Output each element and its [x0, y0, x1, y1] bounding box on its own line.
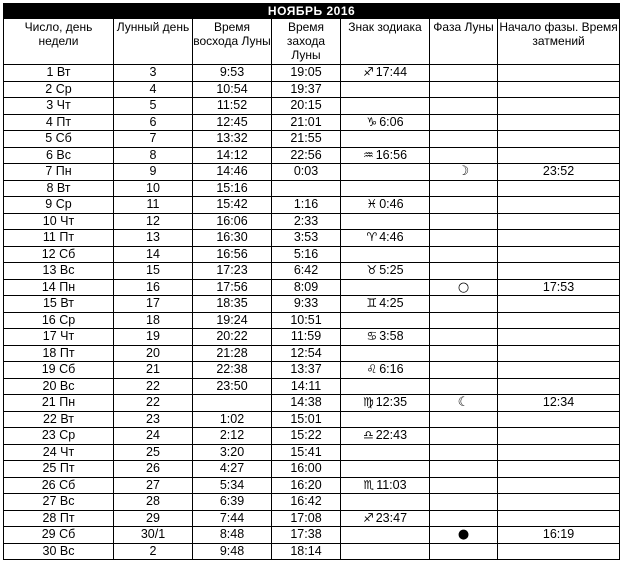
cell-day: 22 Вт [4, 411, 114, 428]
table-row [4, 230, 620, 247]
cell-day: 2 Ср [4, 81, 114, 98]
cell-phase-time [498, 494, 620, 511]
zodiac-time: 4:46 [379, 230, 404, 245]
zodiac-sign-icon: ♓ [366, 197, 378, 212]
cell-moonrise: 13:32 [193, 131, 272, 148]
cell-day: 20 Вс [4, 378, 114, 395]
column-header-phase-time: Начало фазы. Время затмений [498, 19, 620, 65]
cell-phase-time [498, 329, 620, 346]
cell-phase-time [498, 477, 620, 494]
cell-phase-time [498, 131, 620, 148]
table-row [4, 296, 620, 313]
cell-day: 26 Сб [4, 477, 114, 494]
cell-lunar-day: 22 [114, 378, 193, 395]
cell-moonset: 19:37 [272, 81, 341, 98]
cell-zodiac [341, 279, 430, 296]
zodiac-time: 6:06 [379, 114, 404, 129]
cell-moonset: 15:01 [272, 411, 341, 428]
cell-moonrise: 3:20 [193, 444, 272, 461]
table-row [4, 444, 620, 461]
cell-day: 16 Ср [4, 312, 114, 329]
table-row [4, 197, 620, 214]
cell-day: 12 Сб [4, 246, 114, 263]
cell-phase [430, 428, 498, 445]
cell-phase-time [498, 246, 620, 263]
cell-zodiac [341, 428, 430, 445]
cell-phase-time [498, 444, 620, 461]
cell-moonrise: 11:52 [193, 98, 272, 115]
cell-phase [430, 477, 498, 494]
cell-lunar-day: 30/1 [114, 527, 193, 544]
zodiac-time: 5:25 [379, 263, 404, 278]
cell-moonset: 15:22 [272, 428, 341, 445]
cell-day: 11 Пт [4, 230, 114, 247]
cell-zodiac [341, 180, 430, 197]
cell-phase [430, 378, 498, 395]
cell-phase-time [498, 114, 620, 131]
table-row [4, 114, 620, 131]
zodiac-time: 16:56 [375, 147, 408, 162]
cell-phase-time [498, 362, 620, 379]
column-header-moonrise: Время восхода Луны [193, 19, 272, 65]
cell-day: 4 Пт [4, 114, 114, 131]
cell-lunar-day: 24 [114, 428, 193, 445]
cell-zodiac [341, 527, 430, 544]
cell-lunar-day: 28 [114, 494, 193, 511]
cell-moonset: 9:33 [272, 296, 341, 313]
cell-phase [430, 362, 498, 379]
cell-zodiac [341, 411, 430, 428]
zodiac-time: 0:46 [379, 197, 404, 212]
table-row [4, 246, 620, 263]
cell-moonset: 17:38 [272, 527, 341, 544]
zodiac-time: 17:44 [375, 65, 408, 80]
moon-phase-icon: ● [457, 527, 470, 543]
cell-lunar-day: 13 [114, 230, 193, 247]
cell-phase [430, 98, 498, 115]
table-row [4, 263, 620, 280]
zodiac-sign-icon: ♈ [366, 230, 378, 245]
lunar-calendar-table [3, 3, 620, 560]
cell-day: 25 Пт [4, 461, 114, 478]
column-header-moonset: Время захода Луны [272, 19, 341, 65]
cell-lunar-day: 2 [114, 543, 193, 560]
cell-lunar-day: 18 [114, 312, 193, 329]
cell-phase-time [498, 197, 620, 214]
cell-phase [430, 180, 498, 197]
cell-moonset: 13:37 [272, 362, 341, 379]
cell-moonset: 18:14 [272, 543, 341, 560]
cell-zodiac [341, 164, 430, 181]
cell-phase [430, 444, 498, 461]
table-row [4, 543, 620, 560]
table-row [4, 510, 620, 527]
cell-zodiac [341, 81, 430, 98]
zodiac-time: 11:03 [376, 477, 407, 492]
table-row [4, 147, 620, 164]
cell-moonrise: 16:56 [193, 246, 272, 263]
cell-phase-time [498, 543, 620, 560]
cell-day: 13 Вс [4, 263, 114, 280]
cell-moonrise: 15:16 [193, 180, 272, 197]
cell-moonrise: 9:48 [193, 543, 272, 560]
cell-phase-time: 16:19 [498, 527, 620, 544]
cell-lunar-day: 29 [114, 510, 193, 527]
cell-phase-time [498, 510, 620, 527]
zodiac-sign-icon: ♍ [362, 395, 374, 410]
cell-zodiac [341, 345, 430, 362]
cell-moonrise: 1:02 [193, 411, 272, 428]
cell-moonrise: 18:35 [193, 296, 272, 313]
cell-zodiac [341, 197, 430, 214]
cell-moonset: 21:01 [272, 114, 341, 131]
cell-day: 15 Вт [4, 296, 114, 313]
cell-phase [430, 510, 498, 527]
table-row [4, 312, 620, 329]
cell-phase [430, 197, 498, 214]
cell-moonrise: 14:12 [193, 147, 272, 164]
cell-phase [430, 147, 498, 164]
cell-zodiac [341, 395, 430, 412]
cell-moonset: 6:42 [272, 263, 341, 280]
cell-zodiac [341, 329, 430, 346]
cell-day: 18 Пт [4, 345, 114, 362]
cell-day: 19 Сб [4, 362, 114, 379]
cell-day: 17 Чт [4, 329, 114, 346]
moon-phase-icon: ☽ [457, 164, 470, 180]
cell-zodiac [341, 213, 430, 230]
cell-moonrise: 8:48 [193, 527, 272, 544]
cell-day: 28 Пт [4, 510, 114, 527]
cell-lunar-day: 11 [114, 197, 193, 214]
cell-moonrise: 5:34 [193, 477, 272, 494]
cell-moonset: 14:38 [272, 395, 341, 412]
table-row [4, 461, 620, 478]
cell-phase-time [498, 213, 620, 230]
cell-day: 8 Вт [4, 180, 114, 197]
cell-moonrise: 17:56 [193, 279, 272, 296]
cell-moonrise: 6:39 [193, 494, 272, 511]
table-row [4, 527, 620, 544]
cell-moonrise [193, 395, 272, 412]
zodiac-sign-icon: ♒ [362, 147, 374, 162]
lunar-calendar [3, 3, 619, 560]
table-row [4, 428, 620, 445]
cell-zodiac [341, 494, 430, 511]
cell-phase [430, 279, 498, 296]
cell-lunar-day: 8 [114, 147, 193, 164]
zodiac-sign-icon: ♏ [363, 477, 375, 492]
cell-phase-time [498, 81, 620, 98]
cell-moonset: 1:16 [272, 197, 341, 214]
cell-zodiac [341, 131, 430, 148]
column-header-zodiac: Знак зодиака [341, 19, 430, 65]
zodiac-sign-icon: ♑ [366, 114, 378, 129]
cell-phase [430, 312, 498, 329]
cell-moonrise: 21:28 [193, 345, 272, 362]
cell-zodiac [341, 444, 430, 461]
cell-phase-time [498, 428, 620, 445]
moon-phase-icon: ☾ [457, 395, 470, 411]
cell-lunar-day: 15 [114, 263, 193, 280]
cell-lunar-day: 16 [114, 279, 193, 296]
cell-zodiac [341, 543, 430, 560]
cell-zodiac [341, 147, 430, 164]
cell-phase-time [498, 98, 620, 115]
cell-zodiac [341, 477, 430, 494]
cell-phase [430, 411, 498, 428]
cell-moonset: 8:09 [272, 279, 341, 296]
cell-phase [430, 543, 498, 560]
cell-day: 21 Пн [4, 395, 114, 412]
cell-phase [430, 114, 498, 131]
cell-day: 10 Чт [4, 213, 114, 230]
cell-moonset: 11:59 [272, 329, 341, 346]
cell-lunar-day: 10 [114, 180, 193, 197]
zodiac-sign-icon: ♋ [366, 329, 378, 344]
cell-lunar-day: 14 [114, 246, 193, 263]
cell-phase-time: 12:34 [498, 395, 620, 412]
cell-moonrise: 20:22 [193, 329, 272, 346]
table-row [4, 345, 620, 362]
cell-phase [430, 213, 498, 230]
cell-lunar-day: 23 [114, 411, 193, 428]
header-row [4, 19, 620, 65]
cell-moonrise: 19:24 [193, 312, 272, 329]
table-row [4, 477, 620, 494]
cell-zodiac [341, 263, 430, 280]
cell-phase-time [498, 378, 620, 395]
cell-lunar-day: 19 [114, 329, 193, 346]
cell-moonrise: 4:27 [193, 461, 272, 478]
cell-moonset: 0:03 [272, 164, 341, 181]
cell-moonrise: 16:30 [193, 230, 272, 247]
cell-moonset: 17:08 [272, 510, 341, 527]
cell-zodiac [341, 246, 430, 263]
cell-lunar-day: 22 [114, 395, 193, 412]
cell-day: 9 Ср [4, 197, 114, 214]
zodiac-time: 23:47 [375, 510, 408, 525]
cell-moonset: 2:33 [272, 213, 341, 230]
cell-moonrise: 2:12 [193, 428, 272, 445]
table-title: НОЯБРЬ 2016 [4, 4, 620, 19]
table-row [4, 411, 620, 428]
table-row [4, 395, 620, 412]
cell-day: 23 Ср [4, 428, 114, 445]
cell-zodiac [341, 98, 430, 115]
cell-moonset: 20:15 [272, 98, 341, 115]
cell-moonset: 21:55 [272, 131, 341, 148]
cell-moonrise: 7:44 [193, 510, 272, 527]
cell-phase-time [498, 147, 620, 164]
cell-moonrise: 14:46 [193, 164, 272, 181]
cell-lunar-day: 27 [114, 477, 193, 494]
cell-moonset: 14:11 [272, 378, 341, 395]
cell-lunar-day: 25 [114, 444, 193, 461]
cell-phase-time [498, 263, 620, 280]
column-header-day: Число, день недели [4, 19, 114, 65]
cell-day: 29 Сб [4, 527, 114, 544]
cell-moonset: 19:05 [272, 65, 341, 82]
table-row [4, 98, 620, 115]
table-row [4, 362, 620, 379]
zodiac-time: 12:35 [375, 395, 408, 410]
cell-phase [430, 246, 498, 263]
cell-lunar-day: 7 [114, 131, 193, 148]
cell-phase-time [498, 345, 620, 362]
cell-phase [430, 230, 498, 247]
cell-phase [430, 527, 498, 544]
cell-phase-time [498, 296, 620, 313]
table-row [4, 180, 620, 197]
cell-day: 5 Сб [4, 131, 114, 148]
cell-moonset: 16:20 [272, 477, 341, 494]
cell-phase [430, 395, 498, 412]
cell-phase-time [498, 411, 620, 428]
cell-moonrise: 23:50 [193, 378, 272, 395]
cell-lunar-day: 12 [114, 213, 193, 230]
cell-phase [430, 164, 498, 181]
cell-zodiac [341, 114, 430, 131]
zodiac-sign-icon: ♐ [362, 510, 374, 525]
cell-phase-time [498, 230, 620, 247]
cell-lunar-day: 21 [114, 362, 193, 379]
zodiac-time: 22:43 [375, 428, 408, 443]
cell-moonset: 5:16 [272, 246, 341, 263]
cell-phase [430, 65, 498, 82]
cell-moonrise: 12:45 [193, 114, 272, 131]
zodiac-sign-icon: ♌ [366, 362, 378, 377]
cell-day: 7 Пн [4, 164, 114, 181]
cell-moonrise: 17:23 [193, 263, 272, 280]
cell-moonset [272, 180, 341, 197]
cell-moonset: 22:56 [272, 147, 341, 164]
cell-phase-time [498, 312, 620, 329]
cell-zodiac [341, 461, 430, 478]
cell-zodiac [341, 230, 430, 247]
zodiac-sign-icon: ♎ [362, 428, 374, 443]
cell-day: 27 Вс [4, 494, 114, 511]
column-header-phase: Фаза Луны [430, 19, 498, 65]
zodiac-sign-icon: ♊ [366, 296, 378, 311]
cell-phase [430, 263, 498, 280]
cell-day: 3 Чт [4, 98, 114, 115]
table-row [4, 329, 620, 346]
cell-phase-time: 23:52 [498, 164, 620, 181]
zodiac-time: 6:16 [379, 362, 404, 377]
moon-phase-icon: ○ [457, 279, 470, 295]
cell-day: 6 Вс [4, 147, 114, 164]
cell-zodiac [341, 378, 430, 395]
cell-day: 24 Чт [4, 444, 114, 461]
cell-lunar-day: 26 [114, 461, 193, 478]
cell-moonset: 16:42 [272, 494, 341, 511]
cell-lunar-day: 9 [114, 164, 193, 181]
cell-phase [430, 296, 498, 313]
cell-moonset: 10:51 [272, 312, 341, 329]
cell-phase [430, 329, 498, 346]
cell-phase [430, 494, 498, 511]
table-row [4, 213, 620, 230]
cell-moonrise: 10:54 [193, 81, 272, 98]
cell-day: 1 Вт [4, 65, 114, 82]
cell-moonset: 16:00 [272, 461, 341, 478]
cell-phase [430, 81, 498, 98]
zodiac-sign-icon: ♉ [366, 263, 378, 278]
cell-lunar-day: 5 [114, 98, 193, 115]
table-row [4, 378, 620, 395]
table-row [4, 494, 620, 511]
table-row [4, 131, 620, 148]
cell-zodiac [341, 296, 430, 313]
cell-moonrise: 9:53 [193, 65, 272, 82]
cell-phase [430, 131, 498, 148]
cell-day: 30 Вс [4, 543, 114, 560]
cell-lunar-day: 20 [114, 345, 193, 362]
cell-phase-time: 17:53 [498, 279, 620, 296]
cell-day: 14 Пн [4, 279, 114, 296]
cell-phase-time [498, 461, 620, 478]
cell-zodiac [341, 510, 430, 527]
cell-moonrise: 15:42 [193, 197, 272, 214]
cell-moonrise: 22:38 [193, 362, 272, 379]
cell-zodiac [341, 312, 430, 329]
cell-moonset: 12:54 [272, 345, 341, 362]
cell-zodiac [341, 362, 430, 379]
cell-moonset: 3:53 [272, 230, 341, 247]
cell-moonset: 15:41 [272, 444, 341, 461]
table-row [4, 279, 620, 296]
table-row [4, 164, 620, 181]
table-row [4, 65, 620, 82]
cell-phase-time [498, 180, 620, 197]
table-row [4, 81, 620, 98]
zodiac-sign-icon: ♐ [362, 65, 374, 80]
cell-phase [430, 461, 498, 478]
cell-phase [430, 345, 498, 362]
cell-lunar-day: 4 [114, 81, 193, 98]
zodiac-time: 4:25 [379, 296, 404, 311]
zodiac-time: 3:58 [379, 329, 404, 344]
cell-lunar-day: 3 [114, 65, 193, 82]
cell-phase-time [498, 65, 620, 82]
cell-zodiac [341, 65, 430, 82]
cell-moonrise: 16:06 [193, 213, 272, 230]
cell-lunar-day: 6 [114, 114, 193, 131]
cell-lunar-day: 17 [114, 296, 193, 313]
column-header-lunar-day: Лунный день [114, 19, 193, 65]
